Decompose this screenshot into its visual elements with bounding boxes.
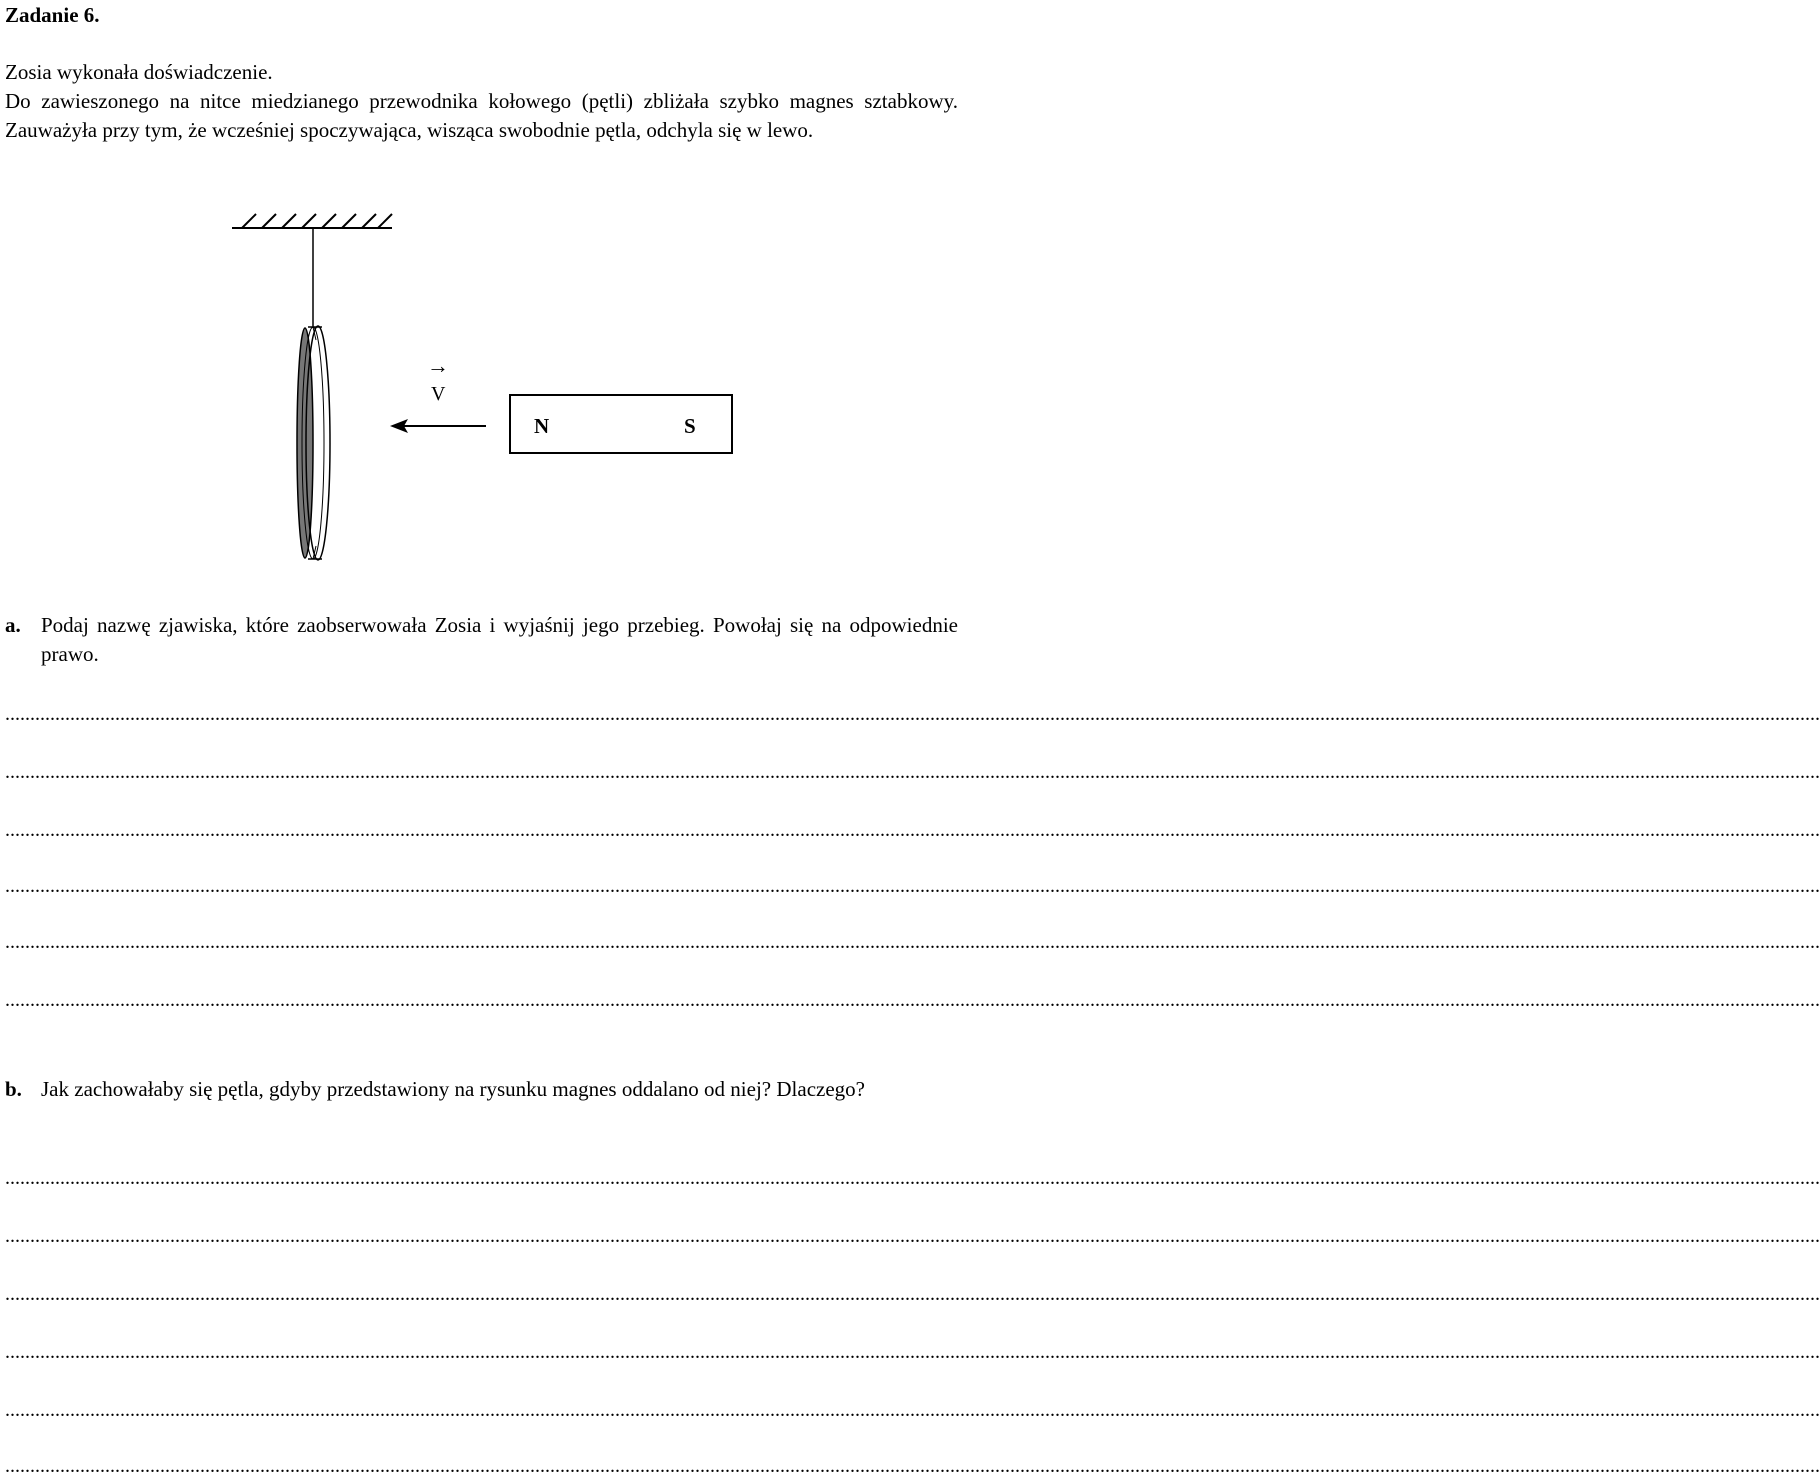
magnet-north-pole: N [534,414,550,438]
task-intro [5,58,958,145]
task-title: Zadanie 6. [5,3,100,27]
ceiling-support [232,214,392,228]
answer-line-b-1[interactable]: ........................................................................................................................................................................................................................................................................................................................................................................... [5,1167,1820,1189]
question-a-letter: a. [5,613,21,637]
velocity-label: V [431,383,446,405]
answer-line-b-2[interactable]: ........................................................................................................................................................................................................................................................................................................................................................................... [5,1225,1820,1247]
velocity-vector-arrow: → [427,353,449,378]
answer-line-a-1[interactable]: ........................................................................................................................................................................................................................................................................................................................................................................... [5,703,1820,725]
answer-line-a-4[interactable]: ........................................................................................................................................................................................................................................................................................................................................................................... [5,875,1820,897]
answer-line-b-6[interactable]: ........................................................................................................................................................................................................................................................................................................................................................................... [5,1455,1820,1477]
answer-line-a-5[interactable]: ........................................................................................................................................................................................................................................................................................................................................................................... [5,931,1820,953]
answer-line-a-2[interactable]: ........................................................................................................................................................................................................................................................................................................................................................................... [5,761,1820,783]
velocity-arrow [390,419,486,433]
answer-line-b-5[interactable]: ........................................................................................................................................................................................................................................................................................................................................................................... [5,1399,1820,1421]
answer-line-a-3[interactable]: ........................................................................................................................................................................................................................................................................................................................................................................... [5,819,1820,841]
question-a [5,611,958,669]
magnet-south-pole: S [684,414,696,438]
answer-line-b-4[interactable]: ........................................................................................................................................................................................................................................................................................................................................................................... [5,1341,1820,1363]
question-a-text: Podaj nazwę zjawiska, które zaobserwowała Zosia i wyjaśnij jego przebieg. Powołaj się na odpowiednie prawo. [41,613,958,666]
intro-line-1: Zosia wykonała doświadczenie. [5,60,273,84]
experiment-diagram [0,200,960,580]
bar-magnet [510,395,732,453]
question-b [5,1075,958,1104]
question-b-text: Jak zachowałaby się pętla, gdyby przedstawiony na rysunku magnes oddalano od niej? Dlaczego? [41,1077,865,1101]
question-b-letter: b. [5,1077,22,1101]
answer-line-b-3[interactable]: ........................................................................................................................................................................................................................................................................................................................................................................... [5,1283,1820,1305]
copper-loop [297,326,330,560]
intro-line-2: Do zawieszonego na nitce miedzianego przewodnika kołowego (pętli) zbliżała szybko magnes sztabkowy. Zauważyła przy tym, że wcześniej spoczywająca, wisząca swobodnie pętla, odchyla się w lewo. [5,89,958,142]
experiment-figure [0,200,960,580]
answer-line-a-6[interactable]: ........................................................................................................................................................................................................................................................................................................................................................................... [5,989,1820,1011]
